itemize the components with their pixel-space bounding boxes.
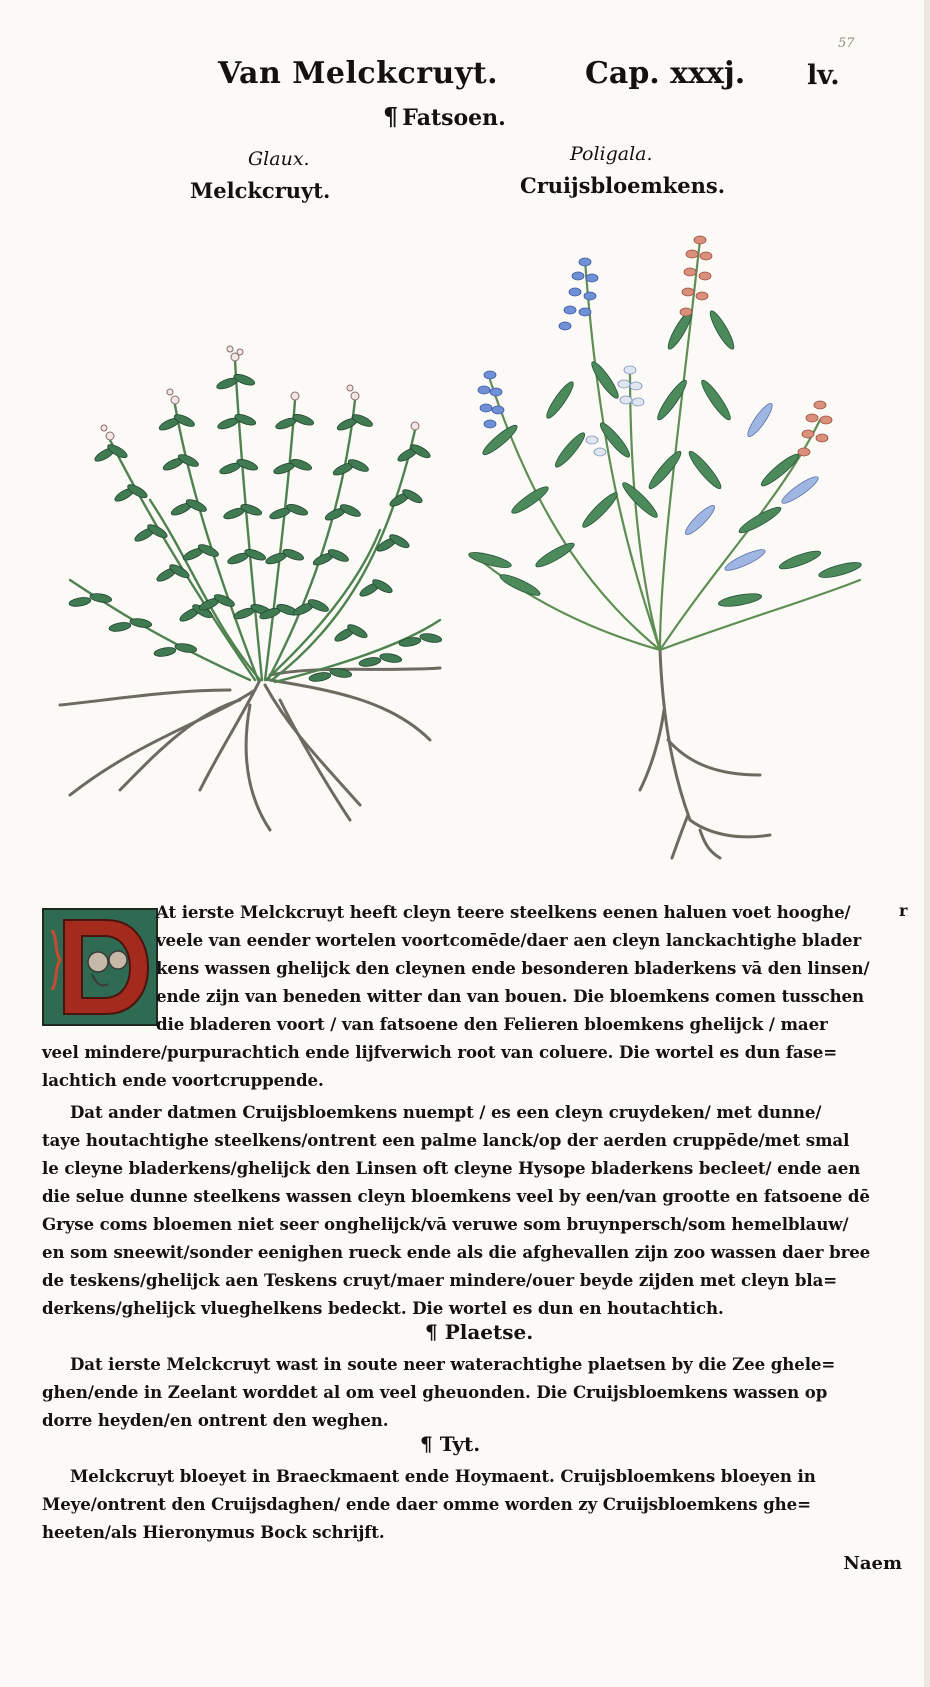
glaux-roots (60, 668, 440, 830)
text-line: dorre heyden/en ontrent den weghen. (42, 1410, 389, 1430)
poligala-woodcut (467, 236, 862, 858)
section-heading-tyt: ¶ Tyt. (420, 1432, 481, 1456)
text-line: die bladeren voort / van fatsoene den Felieren bloemkens ghelijck / maer (156, 1014, 828, 1034)
dutch-name-right: Cruijsbloemkens. (520, 173, 726, 198)
text-line: heeten/als Hieronymus Bock schrijft. (42, 1522, 385, 1542)
pencil-note: 57 (838, 36, 855, 51)
folio-number: lv. (807, 60, 840, 91)
glaux-woodcut (60, 346, 442, 830)
poligala-blue-flowers (478, 258, 598, 428)
paragraph-plaetse (42, 1350, 887, 1434)
text-line: die selue dunne steelkens wassen cleyn bloemkens veel by een/van grootte en fatsoene dē (42, 1186, 870, 1206)
latin-name-right: Poligala. (570, 143, 653, 165)
text-line: en som sneewit/sonder eenighen rueck ende als die afghevallen zijn zoo wassen daer bree (42, 1242, 871, 1262)
latin-name-left: Glaux. (248, 148, 310, 170)
text-line: taye houtachtighe steelkens/ontrent een palme lanck/op der aerden cruppēde/met smal (42, 1130, 850, 1150)
text-line: derkens/ghelijck vlueghelkens bedeckt. Die wortel es dun en houtachtich. (42, 1298, 724, 1318)
initial-letter-glyph: D (100, 1014, 101, 1015)
paragraph-fatsoen-2 (42, 1098, 887, 1322)
text-line: ghen/ende in Zeelant worddet al om veel gheuonden. Die Cruijsbloemkens wassen op (42, 1382, 828, 1402)
dutch-name-left: Melckcruyt. (190, 178, 331, 203)
glaux-stems (70, 360, 440, 682)
poligala-stems (480, 240, 860, 650)
text-line: de teskens/ghelijck aen Teskens cruyt/maer mindere/ouer beyde zijden met cleyn bla= (42, 1270, 838, 1290)
text-line: veele van eender wortelen voortcomēde/daer aen cleyn lanckachtighe blader (156, 930, 862, 950)
text-line: Meye/ontrent den Cruijsdaghen/ ende daer omme worden zy Cruijsbloemkens ghe= (42, 1494, 811, 1514)
pilcrow-mark: ¶ (383, 102, 399, 131)
section-heading-plaetse: ¶ Plaetse. (425, 1320, 534, 1344)
text-line: lachtich ende voortcruppende. (42, 1070, 324, 1090)
margin-mark: r (899, 901, 908, 920)
botanical-illustrations (0, 200, 930, 860)
text-line: Dat ierste Melckcruyt wast in soute neer waterachtighe plaetsen by die Zee ghele= (70, 1354, 836, 1374)
text-line: veel mindere/purpurachtich ende lijfverwich root van coluere. Die wortel es dun fase= (42, 1042, 838, 1062)
running-title: Van Melckcruyt. (218, 56, 499, 91)
text-line: At ierste Melckcruyt heeft cleyn teere steelkens eenen haluen voet hooghe/ (156, 902, 851, 922)
section-heading-fatsoen (383, 102, 506, 131)
chapter-number: Cap. xxxj. (585, 56, 746, 91)
text-line: kens wassen ghelijck den cleynen ende besonderen bladerkens vā den linsen/ (156, 958, 870, 978)
paragraph-fatsoen-1 (42, 898, 887, 1094)
catchword: Naem (843, 1553, 902, 1574)
text-line: ende zijn van beneden witter dan van bouen. Die bloemkens comen tusschen (156, 986, 864, 1006)
text-line: Dat ander datmen Cruijsbloemkens nuempt / es een cleyn cruydeken/ met dunne/ (70, 1102, 822, 1122)
section-heading-label: Fatsoen. (402, 105, 506, 131)
text-line: Gryse coms bloemen niet seer onghelijck/vā veruwe som bruynpersch/som hemelblauw/ (42, 1214, 849, 1234)
text-line: Melckcruyt bloeyet in Braeckmaent ende Hoymaent. Cruijsbloemkens bloeyen in (70, 1466, 816, 1486)
text-line: le cleyne bladerkens/ghelijck den Linsen oft cleyne Hysope bladerkens becleet/ ende aen (42, 1158, 861, 1178)
poligala-blue-leaves (682, 401, 821, 574)
poligala-roots (640, 650, 770, 858)
paragraph-tyt (42, 1462, 887, 1546)
